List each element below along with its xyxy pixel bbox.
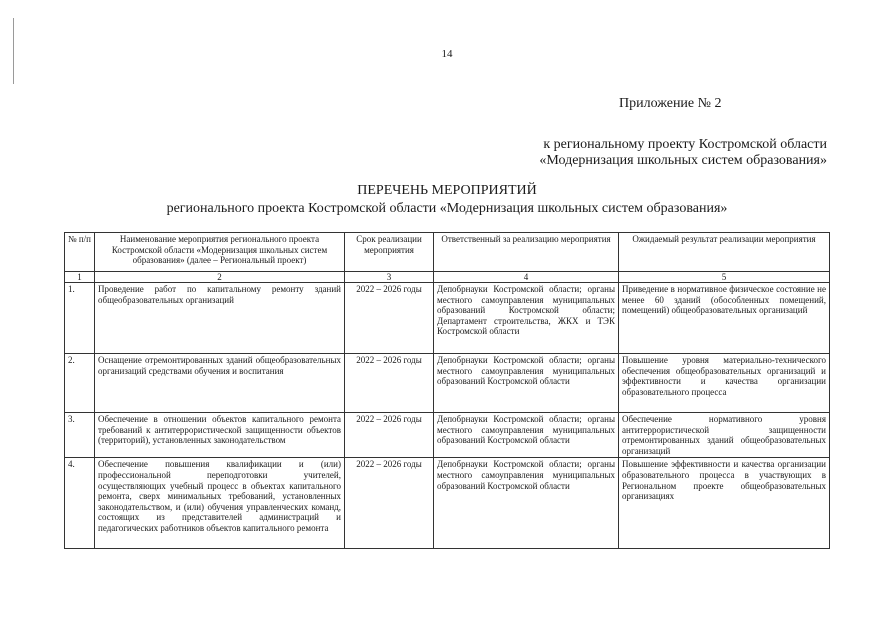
event-responsible: Депобрнауки Костромской области; органы местного самоуправления муниципальных образований Костромской области [434, 458, 619, 549]
column-number: 3 [345, 272, 434, 283]
event-name: Обеспечение в отношении объектов капитального ремонта требований к антитеррористической защищенности объектов (территорий), установленных законодательством [95, 413, 345, 458]
row-number: 1. [65, 283, 95, 354]
event-name: Оснащение отремонтированных зданий общеобразовательных организаций средствами обучения и воспитания [95, 354, 345, 413]
page-number: 14 [441, 48, 453, 60]
event-name: Обеспечение повышения квалификации и (или) профессиональной переподготовки учителей, осуществляющих учебный процесс в объектах капитального ремонта, сверх минимальных требований, установленных законодательством, и (или) обучения управленческих команд, состоящих из представителей администраций и педагогических работников объектов капитального ремонта [95, 458, 345, 549]
column-number: 4 [434, 272, 619, 283]
row-number: 2. [65, 354, 95, 413]
column-number: 2 [95, 272, 345, 283]
event-term: 2022 – 2026 годы [345, 354, 434, 413]
document-title: ПЕРЕЧЕНЬ МЕРОПРИЯТИЙ [357, 183, 537, 198]
column-number-row [65, 272, 830, 283]
table-row [65, 354, 830, 413]
appendix-label: Приложение № 2 [619, 96, 722, 111]
header-result: Ожидаемый результат реализации мероприятия [619, 233, 830, 272]
event-responsible: Депобрнауки Костромской области; органы местного самоуправления муниципальных образований Костромской области [434, 413, 619, 458]
event-term: 2022 – 2026 годы [345, 283, 434, 354]
row-number: 3. [65, 413, 95, 458]
header-term: Срок реализации мероприятия [345, 233, 434, 272]
column-number: 1 [65, 272, 95, 283]
event-term: 2022 – 2026 годы [345, 413, 434, 458]
table-row [65, 458, 830, 549]
appendix-project-line-2: «Модернизация школьных систем образования» [539, 153, 827, 168]
column-number: 5 [619, 272, 830, 283]
header-event-name: Наименование мероприятия регионального проекта Костромской области «Модернизация школьных систем образования» (далее – Региональный проект) [95, 233, 345, 272]
table-row [65, 283, 830, 354]
event-result: Повышение эффективности и качества организации образовательного процесса в участвующих в Региональном проекте общеобразовательных организациях [619, 458, 830, 549]
event-result: Приведение в нормативное физическое состояние не менее 60 зданий (обособленных помещений, помещений) общеобразовательных организаций [619, 283, 830, 354]
table-row [65, 413, 830, 458]
events-table [64, 232, 830, 549]
event-name: Проведение работ по капитальному ремонту зданий общеобразовательных организаций [95, 283, 345, 354]
header-responsible: Ответственный за реализацию мероприятия [434, 233, 619, 272]
event-result: Повышение уровня материально-технического обеспечения общеобразовательных организаций и эффективности и качества организации образовательного процесса [619, 354, 830, 413]
document-subtitle: регионального проекта Костромской области «Модернизация школьных систем образования» [166, 201, 728, 216]
event-responsible: Депобрнауки Костромской области; органы местного самоуправления муниципальных образований Костромской области; Департамент строительства, ЖКХ и ТЭК Костромской области [434, 283, 619, 354]
header-number: № п/п [65, 233, 95, 272]
appendix-project-line-1: к региональному проекту Костромской области [543, 137, 827, 152]
event-result: Обеспечение нормативного уровня антитеррористической защищенности отремонтированных зданий общеобразовательных организаций [619, 413, 830, 458]
table-header-row [65, 233, 830, 272]
event-responsible: Депобрнауки Костромской области; органы местного самоуправления муниципальных образований Костромской области [434, 354, 619, 413]
event-term: 2022 – 2026 годы [345, 458, 434, 549]
row-number: 4. [65, 458, 95, 549]
